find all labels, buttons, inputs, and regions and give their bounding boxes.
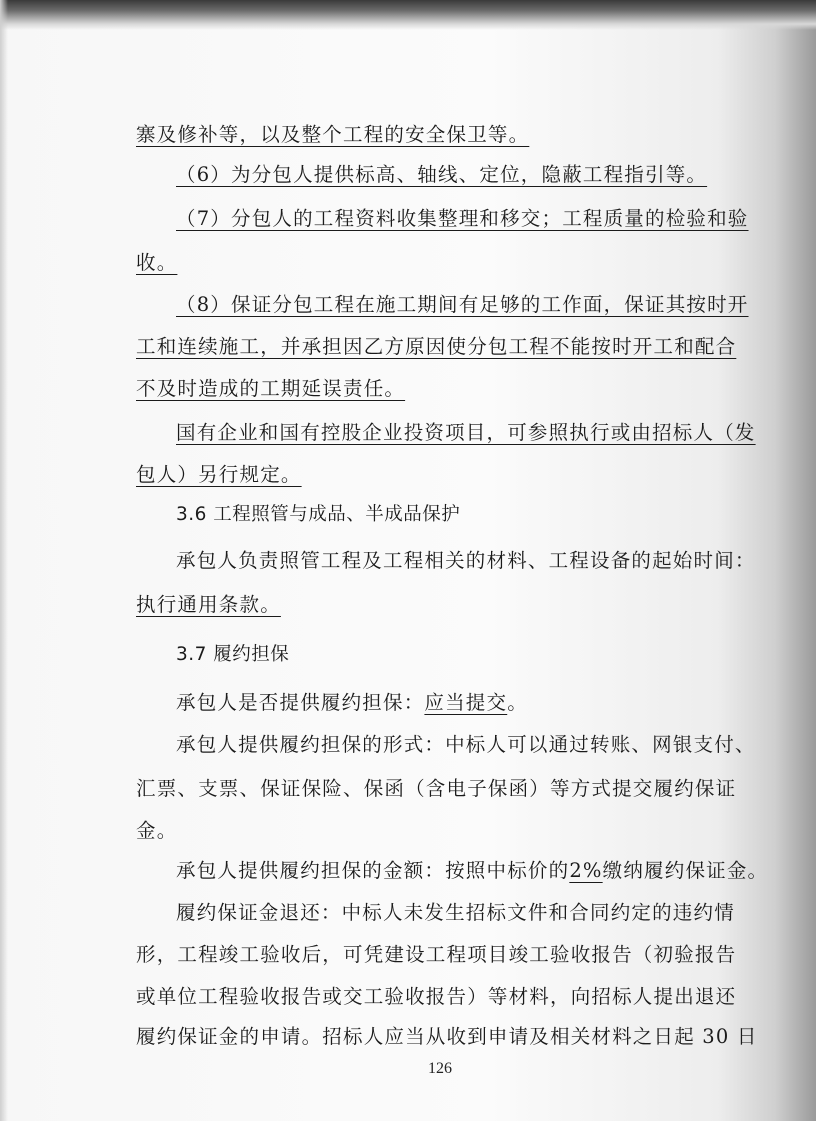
text-line-10: 承包人负责照管工程及工程相关的材料、工程设备的起始时间： <box>176 549 756 572</box>
text-span-underlined: 应当提交 <box>424 691 508 714</box>
text-line-3: （7）分包人的工程资料收集整理和移交；工程质量的检验和验 <box>176 207 749 230</box>
text-line-15: 金。 <box>136 819 178 842</box>
text-line-9: 包人）另行规定。 <box>136 463 302 486</box>
text-line-12 <box>176 690 528 716</box>
text-line-13: 承包人提供履约担保的形式：中标人可以通过转账、网银支付、 <box>176 733 756 756</box>
text-span: 承包人是否提供履约担保： <box>176 691 425 714</box>
text-line-4: 收。 <box>136 251 178 274</box>
text-line-8: 国有企业和国有控股企业投资项目，可参照执行或由招标人（发 <box>176 421 756 444</box>
text-line-1: 寨及修补等，以及整个工程的安全保卫等。 <box>136 123 530 146</box>
text-span: 承包人提供履约担保的金额：按照中标价的 <box>176 859 570 882</box>
text-span-underlined: 2% <box>569 859 603 882</box>
scan-left-edge <box>0 0 8 1121</box>
text-line-6: 工和连续施工，并承担因乙方原因使分包工程不能按时开工和配合 <box>136 335 737 358</box>
text-line-16 <box>176 858 768 884</box>
text-line-11: 执行通用条款。 <box>136 593 281 616</box>
section-heading-3-6: 3.6 工程照管与成品、半成品保护 <box>176 504 461 525</box>
section-heading-3-7: 3.7 履约担保 <box>176 644 290 665</box>
text-line-2: （6）为分包人提供标高、轴线、定位，隐蔽工程指引等。 <box>176 163 708 186</box>
text-span: 缴纳履约保证金。 <box>602 859 769 882</box>
text-line-7: 不及时造成的工期延误责任。 <box>136 377 406 400</box>
text-line-18: 形，工程竣工验收后，可凭建设工程项目竣工验收报告（初验报告 <box>136 943 737 966</box>
text-line-14: 汇票、支票、保证保险、保函（含电子保函）等方式提交履约保证 <box>136 777 737 800</box>
text-line-19: 或单位工程验收报告或交工验收报告）等材料，向招标人提出退还 <box>136 985 737 1008</box>
text-span: 。 <box>507 691 528 714</box>
scan-top-shadow <box>0 0 816 30</box>
text-line-5: （8）保证分包工程在施工期间有足够的工作面，保证其按时开 <box>176 293 749 316</box>
page-number: 126 <box>428 1060 452 1077</box>
text-line-20: 履约保证金的申请。招标人应当从收到申请及相关材料之日起 30 日 <box>136 1025 758 1048</box>
text-line-17: 履约保证金退还：中标人未发生招标文件和合同约定的违约情 <box>176 901 735 924</box>
